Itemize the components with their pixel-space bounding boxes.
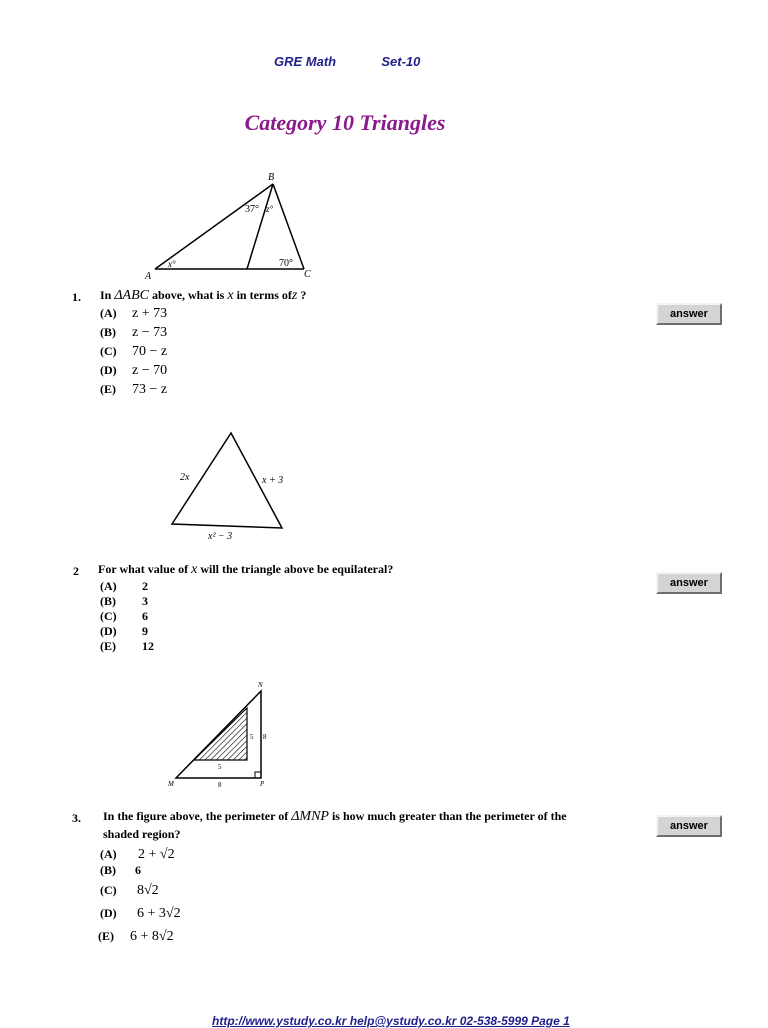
option-1a[interactable]: (A) z + 73 bbox=[100, 306, 168, 321]
vertex-n-label: N bbox=[258, 681, 263, 689]
side-right-label: x + 3 bbox=[262, 475, 284, 486]
vertex-m-label: M bbox=[168, 780, 174, 788]
header-set: Set-10 bbox=[381, 54, 421, 69]
question-3-number: 3. bbox=[72, 811, 81, 825]
question-2-text: For what value of x will the triangle above be equilateral? bbox=[98, 562, 394, 577]
outer-horizontal-8-label: 8 bbox=[218, 781, 222, 789]
option-2a[interactable]: (A) 2 bbox=[100, 579, 148, 593]
option-3d[interactable]: (D) 6 + 3√2 bbox=[100, 906, 181, 921]
angle-70-label: 70° bbox=[279, 258, 293, 269]
question-3-text-line2: shaded region? bbox=[103, 827, 181, 841]
figure-equilateral-triangle bbox=[158, 424, 298, 548]
option-1c[interactable]: (C) 70 − z bbox=[100, 344, 168, 359]
vertex-c-label: C bbox=[304, 269, 311, 280]
side-bottom-label: x² − 3 bbox=[208, 531, 233, 542]
option-3a[interactable]: (A) 2 + √2 bbox=[100, 847, 175, 862]
page-header bbox=[274, 54, 420, 69]
inner-horizontal-5-label: 5 bbox=[218, 763, 222, 771]
angle-37-label: 37° bbox=[245, 204, 259, 215]
option-2b[interactable]: (B) 3 bbox=[100, 594, 148, 608]
footer-contact-link[interactable]: http://www.ystudy.co.kr help@ystudy.co.kr 02-538-5999 Page 1 bbox=[212, 1014, 570, 1028]
question-1-text: In ΔABC above, what is x in terms ofz ? bbox=[100, 288, 307, 303]
angle-z-label: z° bbox=[266, 204, 274, 214]
inner-vertical-5-label: 5 bbox=[250, 733, 254, 741]
vertex-p-label: P bbox=[260, 780, 265, 788]
figure-triangle-mnp bbox=[162, 678, 282, 790]
page-title: Category 10 Triangles bbox=[244, 110, 446, 135]
option-3c[interactable]: (C) 8√2 bbox=[100, 883, 159, 898]
answer-button-3[interactable]: answer bbox=[656, 815, 722, 837]
figure-triangle-abc bbox=[140, 166, 320, 284]
question-1-number: 1. bbox=[72, 290, 81, 304]
option-2c[interactable]: (C) 6 bbox=[100, 609, 148, 623]
option-3e[interactable]: (E) 6 + 8√2 bbox=[98, 929, 174, 944]
outer-vertical-8-label: 8 bbox=[263, 733, 267, 741]
option-1e[interactable]: (E) 73 − z bbox=[100, 382, 168, 397]
answer-button-2[interactable]: answer bbox=[656, 572, 722, 594]
option-1b[interactable]: (B) z − 73 bbox=[100, 325, 168, 340]
option-2e[interactable]: (E) 12 bbox=[100, 639, 154, 653]
option-1d[interactable]: (D) z − 70 bbox=[100, 363, 168, 378]
side-left-label: 2x bbox=[180, 472, 190, 483]
header-subject: GRE Math bbox=[274, 54, 337, 69]
vertex-b-label: B bbox=[268, 172, 275, 183]
vertex-a-label: A bbox=[145, 271, 152, 282]
option-3b[interactable]: (B) 6 bbox=[100, 863, 141, 877]
angle-x-label: x° bbox=[168, 259, 176, 269]
question-3-text: In the figure above, the perimeter of ΔMNP is how much greater than the perimeter of the bbox=[103, 809, 567, 824]
question-2-number: 2 bbox=[73, 564, 79, 578]
answer-button-1[interactable]: answer bbox=[656, 303, 722, 325]
option-2d[interactable]: (D) 9 bbox=[100, 624, 148, 638]
